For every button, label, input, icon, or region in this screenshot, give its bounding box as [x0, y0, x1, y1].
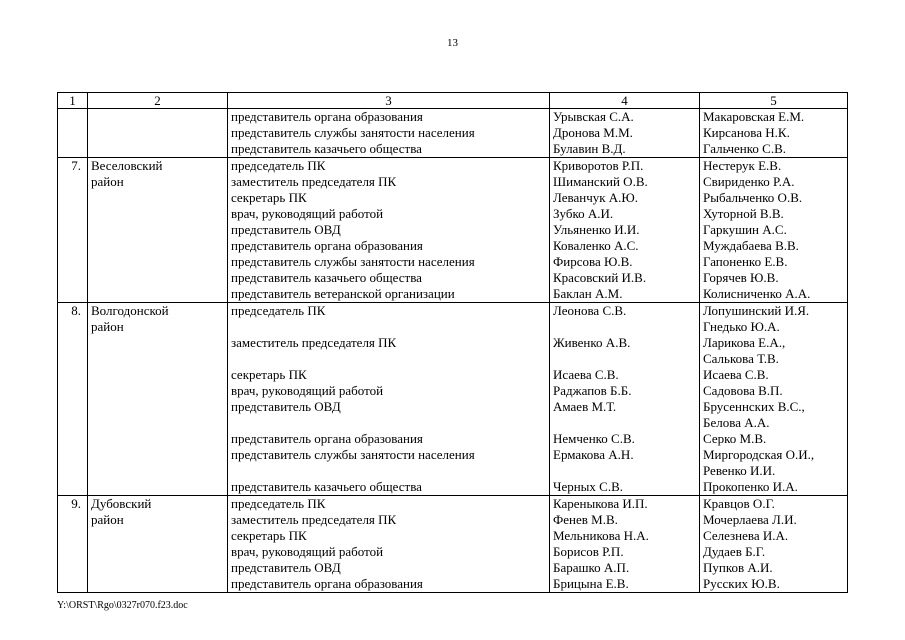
- cell-line: Нестерук Е.В.: [703, 158, 782, 173]
- cell-line: [231, 351, 546, 367]
- role-cell: [228, 158, 550, 303]
- column-header: 5: [700, 93, 848, 109]
- table-header-row: [58, 93, 848, 109]
- cell-line: Баклан А.М.: [553, 286, 623, 301]
- cell-line: 8.: [71, 303, 81, 318]
- cell-line: Немченко С.В.: [553, 431, 635, 446]
- cell-line: Миргородская О.И.,: [703, 447, 815, 462]
- cell-line: Селезнева И.А.: [703, 528, 789, 543]
- cell-line: представитель ОВД: [231, 560, 341, 575]
- cell-line: Кравцов О.Г.: [703, 496, 775, 511]
- cell-line: врач, руководящий работой: [231, 206, 384, 221]
- cell-line: Пупков А.И.: [703, 560, 773, 575]
- cell-line: Криворотов Р.П.: [553, 158, 644, 173]
- document-file-path: Y:\ORST\Rgo\0327r070.f23.doc: [57, 600, 188, 611]
- cell-line: секретарь ПК: [231, 528, 307, 543]
- cell-line: представитель ветеранской организации: [231, 286, 455, 301]
- cell-line: Исаева С.В.: [553, 367, 619, 382]
- cell-line: Дудаев Б.Г.: [703, 544, 766, 559]
- cell-line: представитель органа образования: [231, 576, 423, 591]
- cell-line: Дубовский: [91, 496, 152, 511]
- cell-line: Белова А.А.: [703, 415, 770, 430]
- cell-line: Фирсова Ю.В.: [553, 254, 633, 269]
- table-row: [58, 109, 848, 158]
- cell-line: заместитель председателя ПК: [231, 335, 397, 350]
- cell-line: Булавин В.Д.: [553, 141, 626, 156]
- cell-line: Урывская С.А.: [553, 109, 634, 124]
- commission-table: [57, 92, 848, 593]
- cell-line: [553, 351, 696, 367]
- row-number-cell: [58, 303, 88, 496]
- cell-line: Кареныкова И.П.: [553, 496, 648, 511]
- role-cell: [228, 496, 550, 593]
- member-name-cell: [550, 496, 700, 593]
- cell-line: заместитель председателя ПК: [231, 512, 397, 527]
- column-header: 1: [58, 93, 88, 109]
- cell-line: [231, 415, 546, 431]
- cell-line: Хуторной В.В.: [703, 206, 784, 221]
- row-number-cell: [58, 109, 88, 158]
- cell-line: Гаркушин А.С.: [703, 222, 787, 237]
- cell-line: Амаев М.Т.: [553, 399, 617, 414]
- column-header: 3: [228, 93, 550, 109]
- cell-line: секретарь ПК: [231, 190, 307, 205]
- cell-line: Мочерлаева Л.И.: [703, 512, 797, 527]
- cell-line: Леванчук А.Ю.: [553, 190, 639, 205]
- cell-line: представитель органа образования: [231, 238, 423, 253]
- role-cell: [228, 109, 550, 158]
- cell-line: Волгодонской: [91, 303, 169, 318]
- cell-line: Веселовский: [91, 158, 163, 173]
- cell-line: Исаева С.В.: [703, 367, 769, 382]
- cell-line: Гальченко С.В.: [703, 141, 787, 156]
- cell-line: заместитель председателя ПК: [231, 174, 397, 189]
- cell-line: [553, 415, 696, 431]
- cell-line: председатель ПК: [231, 158, 326, 173]
- cell-line: Прокопенко И.А.: [703, 479, 798, 494]
- cell-line: Муждабаева В.В.: [703, 238, 799, 253]
- district-cell: [88, 496, 228, 593]
- column-header: 2: [88, 93, 228, 109]
- cell-line: представитель ОВД: [231, 399, 341, 414]
- table-body: [58, 109, 848, 593]
- cell-line: район: [91, 174, 124, 189]
- member-name-cell: [550, 158, 700, 303]
- cell-line: [553, 319, 696, 335]
- cell-line: Коваленко А.С.: [553, 238, 639, 253]
- cell-line: Колисниченко А.А.: [703, 286, 811, 301]
- row-number-cell: [58, 496, 88, 593]
- cell-line: Раджапов Б.Б.: [553, 383, 632, 398]
- cell-line: Лопушинский И.Я.: [703, 303, 810, 318]
- column-header: 4: [550, 93, 700, 109]
- cell-line: представитель службы занятости населения: [231, 254, 475, 269]
- cell-line: представитель казачьего общества: [231, 141, 422, 156]
- cell-line: Салькова Т.В.: [703, 351, 779, 366]
- cell-line: представитель казачьего общества: [231, 270, 422, 285]
- cell-line: [231, 463, 546, 479]
- cell-line: Ревенко И.И.: [703, 463, 776, 478]
- cell-line: Брицына Е.В.: [553, 576, 629, 591]
- district-cell: [88, 109, 228, 158]
- cell-line: Гапоненко Е.В.: [703, 254, 788, 269]
- cell-line: Садовова В.П.: [703, 383, 783, 398]
- cell-line: Шиманский О.В.: [553, 174, 648, 189]
- cell-line: Кирсанова Н.К.: [703, 125, 790, 140]
- cell-line: Ермакова А.Н.: [553, 447, 634, 462]
- cell-line: Серко М.В.: [703, 431, 767, 446]
- cell-line: район: [91, 512, 124, 527]
- cell-line: врач, руководящий работой: [231, 544, 384, 559]
- cell-line: Гнедько Ю.А.: [703, 319, 780, 334]
- cell-line: председатель ПК: [231, 496, 326, 511]
- cell-line: представитель органа образования: [231, 109, 423, 124]
- cell-line: Макаровская Е.М.: [703, 109, 805, 124]
- cell-line: 9.: [71, 496, 81, 511]
- cell-line: Мельникова Н.А.: [553, 528, 649, 543]
- district-cell: [88, 158, 228, 303]
- cell-line: Фенев М.В.: [553, 512, 618, 527]
- cell-line: Борисов Р.П.: [553, 544, 624, 559]
- page-number: 13: [447, 37, 458, 49]
- cell-line: Рыбальченко О.В.: [703, 190, 803, 205]
- district-cell: [88, 303, 228, 496]
- role-cell: [228, 303, 550, 496]
- cell-line: председатель ПК: [231, 303, 326, 318]
- cell-line: Русских Ю.В.: [703, 576, 780, 591]
- cell-line: представитель органа образования: [231, 431, 423, 446]
- cell-line: представитель казачьего общества: [231, 479, 422, 494]
- cell-line: Ульяненко И.И.: [553, 222, 640, 237]
- cell-line: [553, 463, 696, 479]
- row-number-cell: [58, 158, 88, 303]
- table-row: [58, 496, 848, 593]
- cell-line: Дронова М.М.: [553, 125, 633, 140]
- member-name-cell: [550, 109, 700, 158]
- cell-line: Красовский И.В.: [553, 270, 647, 285]
- cell-line: представитель ОВД: [231, 222, 341, 237]
- table-row: [58, 158, 848, 303]
- cell-line: Свириденко Р.А.: [703, 174, 795, 189]
- reserve-name-cell: [700, 303, 848, 496]
- cell-line: врач, руководящий работой: [231, 383, 384, 398]
- cell-line: Барашко А.П.: [553, 560, 630, 575]
- cell-line: секретарь ПК: [231, 367, 307, 382]
- member-name-cell: [550, 303, 700, 496]
- cell-line: район: [91, 319, 124, 334]
- reserve-name-cell: [700, 109, 848, 158]
- table-row: [58, 303, 848, 496]
- cell-line: представитель службы занятости населения: [231, 125, 475, 140]
- cell-line: Горячев Ю.В.: [703, 270, 779, 285]
- cell-line: Брусеннских В.С.,: [703, 399, 805, 414]
- cell-line: [231, 319, 546, 335]
- reserve-name-cell: [700, 158, 848, 303]
- cell-line: Леонова С.В.: [553, 303, 627, 318]
- cell-line: представитель службы занятости населения: [231, 447, 475, 462]
- cell-line: Ларикова Е.А.,: [703, 335, 786, 350]
- cell-line: Зубко А.И.: [553, 206, 614, 221]
- cell-line: Живенко А.В.: [553, 335, 631, 350]
- reserve-name-cell: [700, 496, 848, 593]
- cell-line: 7.: [71, 158, 81, 173]
- cell-line: Черных С.В.: [553, 479, 624, 494]
